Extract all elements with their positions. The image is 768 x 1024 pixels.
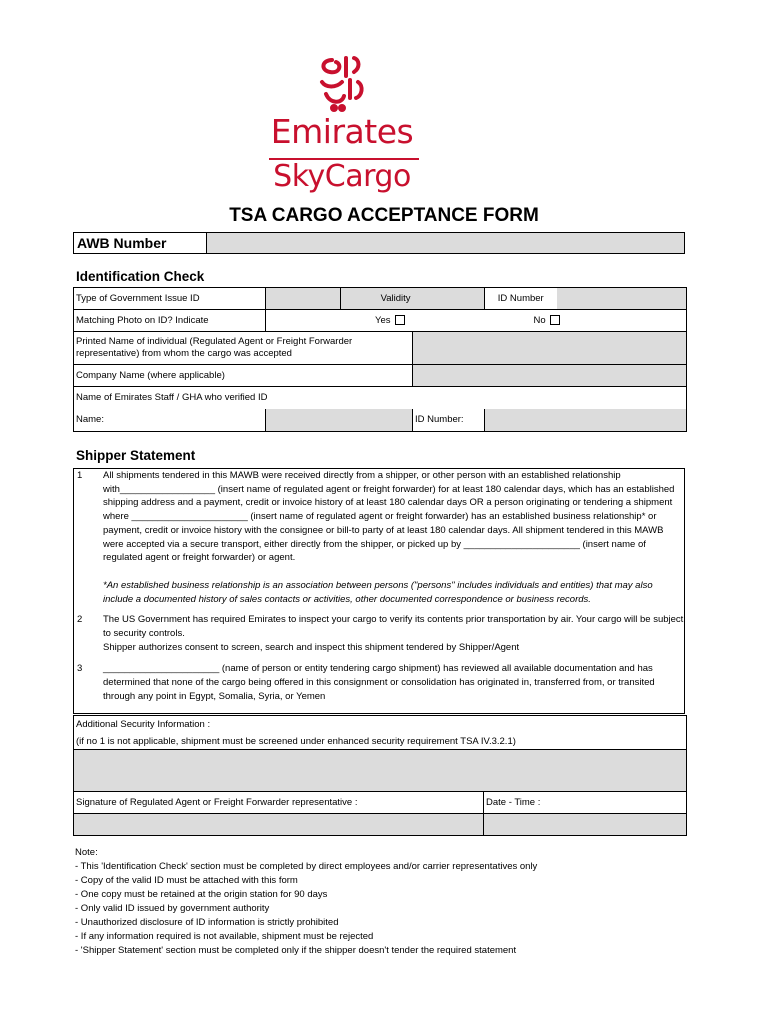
- additional-security-note: (if no 1 is not applicable, shipment must be screened under enhanced security requirement TSA IV.3.2.1): [74, 734, 687, 750]
- id-number-label-text: ID Number: [497, 293, 544, 304]
- statement-text: The US Government has required Emirates to inspect your cargo to verify its contents prior transportation by air. Your cargo will be subject to security controls.: [103, 614, 684, 640]
- yes-checkbox[interactable]: [395, 315, 405, 325]
- signature-label: Signature of Regulated Agent or Freight Forwarder representative :: [74, 792, 484, 814]
- note-line: - Unauthorized disclosure of ID information is strictly prohibited: [75, 917, 339, 928]
- signature-field[interactable]: [74, 814, 484, 836]
- statement-footnote: *An established business relationship is an association between persons ("persons" includes individuals and entities) that may also include a documented history of sales contacts or activities, other documented correspondence or business records.: [103, 579, 653, 605]
- date-time-field[interactable]: [484, 814, 687, 836]
- id-number-field[interactable]: [557, 288, 687, 310]
- yes-label: Yes: [375, 315, 391, 326]
- additional-security-field[interactable]: [74, 750, 687, 792]
- company-name-field[interactable]: [413, 365, 687, 387]
- printed-name-label: Printed Name of individual (Regulated Agent or Freight Forwarder representative) from whom the cargo was accepted: [74, 332, 413, 365]
- statement-number: 3: [77, 663, 83, 675]
- form-title: TSA CARGO ACCEPTANCE FORM: [229, 205, 539, 226]
- security-signature-table: [73, 715, 687, 836]
- statement-text: ______________________ (name of person or entity tendering cargo shipment) has reviewed all available documentation and has determined that none of the cargo being offered in this consignment or consolidation has originated in, transferred from, or transited through any point in Egypt, Somalia, Syria, or Yemen: [103, 663, 655, 702]
- staff-name-field[interactable]: [266, 409, 413, 432]
- identification-check-table: [73, 287, 687, 432]
- statement-consent-text: Shipper authorizes consent to screen, search and inspect this shipment tendered by Shipper/Agent: [103, 641, 520, 653]
- staff-id-field[interactable]: [485, 409, 687, 432]
- statement-item-3: [74, 662, 684, 712]
- staff-verified-label: Name of Emirates Staff / GHA who verified ID: [74, 387, 687, 409]
- statement-item-2: [74, 613, 684, 654]
- company-name-label: Company Name (where applicable): [74, 365, 413, 387]
- no-option[interactable]: [413, 310, 687, 332]
- yes-option[interactable]: [266, 310, 413, 332]
- validity-field[interactable]: [413, 288, 485, 310]
- awb-number-row: [73, 232, 685, 254]
- brand-name-emirates: Emirates: [270, 112, 414, 151]
- statement-number: 1: [77, 470, 83, 481]
- staff-id-label: ID Number:: [413, 409, 485, 432]
- no-label: No: [533, 315, 546, 326]
- note-line: - Copy of the valid ID must be attached with this form: [75, 875, 298, 886]
- notes-section: [75, 846, 537, 958]
- additional-security-label: Additional Security Information :: [74, 716, 687, 734]
- identification-check-heading: Identification Check: [76, 269, 205, 284]
- id-type-field[interactable]: [266, 288, 341, 310]
- printed-name-field[interactable]: [413, 332, 687, 365]
- no-checkbox[interactable]: [550, 315, 560, 325]
- note-line: - 'Shipper Statement' section must be completed only if the shipper doesn't tender the required statement: [75, 945, 517, 956]
- validity-label: [341, 288, 413, 310]
- validity-label-text: Validity: [380, 293, 411, 304]
- emirates-skycargo-logo: [232, 50, 452, 192]
- shipper-statement-box: [73, 468, 685, 714]
- awb-number-label: AWB Number: [74, 233, 207, 253]
- date-time-label: Date - Time :: [484, 792, 687, 814]
- id-type-label: Type of Government Issue ID: [74, 288, 266, 310]
- note-line: - Only valid ID issued by government authority: [75, 903, 270, 914]
- note-line: - If any information required is not available, shipment must be rejected: [75, 931, 374, 942]
- shipper-statement-heading: Shipper Statement: [76, 448, 196, 463]
- arabic-calligraphy-logo: [312, 52, 372, 112]
- notes-heading: Note:: [75, 847, 98, 858]
- staff-name-label: Name:: [74, 409, 266, 432]
- matching-photo-label: Matching Photo on ID? Indicate: [74, 310, 266, 332]
- awb-number-field[interactable]: [207, 233, 684, 253]
- statement-text: All shipments tendered in this MAWB were received directly from a shipper, or other person with an established relationship with__________________ (insert name of regulated agent or freight forwarder) for at least 180 calendar days, which has an established shipping address and a payment, credit or invoice history of at least 180 calendar days OR a person originating or tendering a shipment where ______________________ (insert name of regulated agent or freight forwarder) has an established business relationship* or payment, credit or invoice history with the consignee or bill-to party of at least 180 calendar days. All shipment tendered in this MAWB were accepted via a secure transport, either directly from the shipper, or picked up by ______________________ (insert name of regulated agent or freight forwarder) or agent.: [103, 470, 675, 564]
- note-line: - This 'Identification Check' section must be completed by direct employees and/or carrier representatives only: [75, 861, 538, 872]
- note-line: - One copy must be retained at the origin station for 90 days: [75, 889, 328, 900]
- statement-item-1: [74, 469, 684, 606]
- brand-name-skycargo: SkyCargo: [273, 159, 411, 194]
- statement-number: 2: [77, 614, 83, 626]
- id-number-label: [485, 288, 557, 310]
